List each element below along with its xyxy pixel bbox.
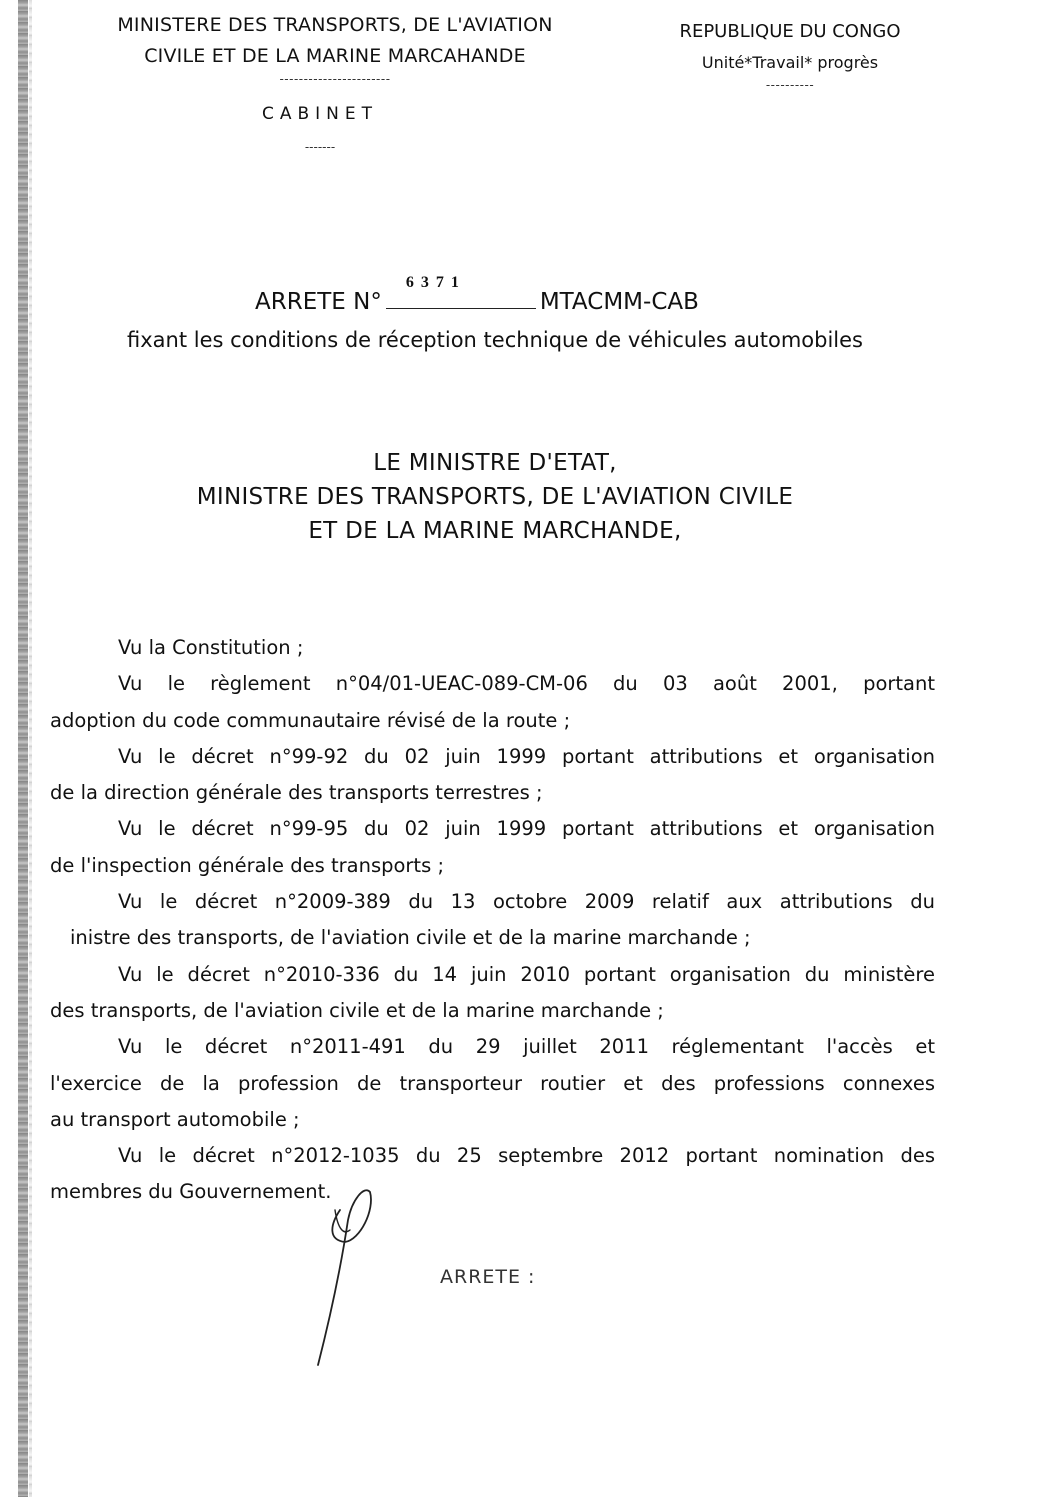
decree-suffix: MTACMM-CAB — [539, 289, 699, 315]
cabinet-separator: ------- — [304, 140, 336, 154]
visa-line: au transport automobile ; — [50, 1107, 300, 1131]
scan-edge-shadow — [18, 0, 28, 1497]
arrete-heading: ARRETE : — [440, 1266, 536, 1288]
visas-section — [50, 630, 935, 1211]
visa-line: l'exercice de la profession de transporteur routier et des professions connexes — [50, 1071, 935, 1095]
visa-line: inistre des transports, de l'aviation civile et de la marine marchande ; — [70, 926, 751, 950]
visa-line: adoption du code communautaire révisé de la route ; — [50, 708, 571, 732]
visa-line: membres du Gouvernement. — [50, 1180, 332, 1204]
visa-line: Vu le décret n°2010-336 du 14 juin 2010 portant organisation du ministère — [118, 962, 935, 986]
minister-line-1: LE MINISTRE D'ETAT, — [373, 450, 617, 476]
visa-line: Vu le règlement n°04/01-UEAC-089-CM-06 du 03 août 2001, portant — [118, 672, 935, 696]
visa-line: de la direction générale des transports terrestres ; — [50, 781, 543, 805]
republic-separator: ---------- — [765, 78, 815, 92]
decree-number: 6371 — [405, 274, 466, 291]
minister-line-3: ET DE LA MARINE MARCHANDE, — [308, 518, 682, 544]
cabinet-label: CABINET — [261, 104, 379, 124]
visa-line: Vu le décret n°99-95 du 02 juin 1999 portant attributions et organisation — [118, 817, 935, 841]
visa-line: des transports, de l'aviation civile et de la marine marchande ; — [50, 998, 664, 1022]
visa-line: Vu la Constitution ; — [118, 636, 304, 659]
minister-heading — [60, 446, 930, 548]
decree-prefix: ARRETE N° — [255, 289, 382, 315]
decree-title — [255, 274, 699, 315]
ministry-line-2: CIVILE ET DE LA MARINE MARCAHANDE — [144, 45, 526, 67]
ministry-line-1: MINISTERE DES TRANSPORTS, DE L'AVIATION — [117, 14, 553, 36]
visa-line: Vu le décret n°99-92 du 02 juin 1999 portant attributions et organisation — [118, 744, 935, 768]
minister-line-2: MINISTRE DES TRANSPORTS, DE L'AVIATION CIVILE — [196, 484, 794, 510]
visa-line: Vu le décret n°2009-389 du 13 octobre 2009 relatif aux attributions du — [118, 890, 935, 914]
ministry-header — [80, 10, 590, 86]
decree-number-field — [386, 274, 536, 309]
republic-header — [640, 16, 940, 92]
visa-line: de l'inspection générale des transports ; — [50, 853, 445, 877]
ministry-separator: ----------------------- — [279, 72, 391, 86]
handwritten-signature — [290, 1180, 410, 1370]
republic-motto: Unité*Travail* progrès — [701, 53, 879, 72]
visa-line: Vu le décret n°2012-1035 du 25 septembre 2012 portant nomination des — [118, 1144, 935, 1168]
republic-name: REPUBLIQUE DU CONGO — [679, 21, 901, 42]
visa-line: Vu le décret n°2011-491 du 29 juillet 2011 réglementant l'accès et — [118, 1035, 935, 1059]
scan-edge-highlight — [29, 0, 32, 1497]
decree-subtitle: fixant les conditions de réception technique de véhicules automobiles — [127, 328, 863, 352]
